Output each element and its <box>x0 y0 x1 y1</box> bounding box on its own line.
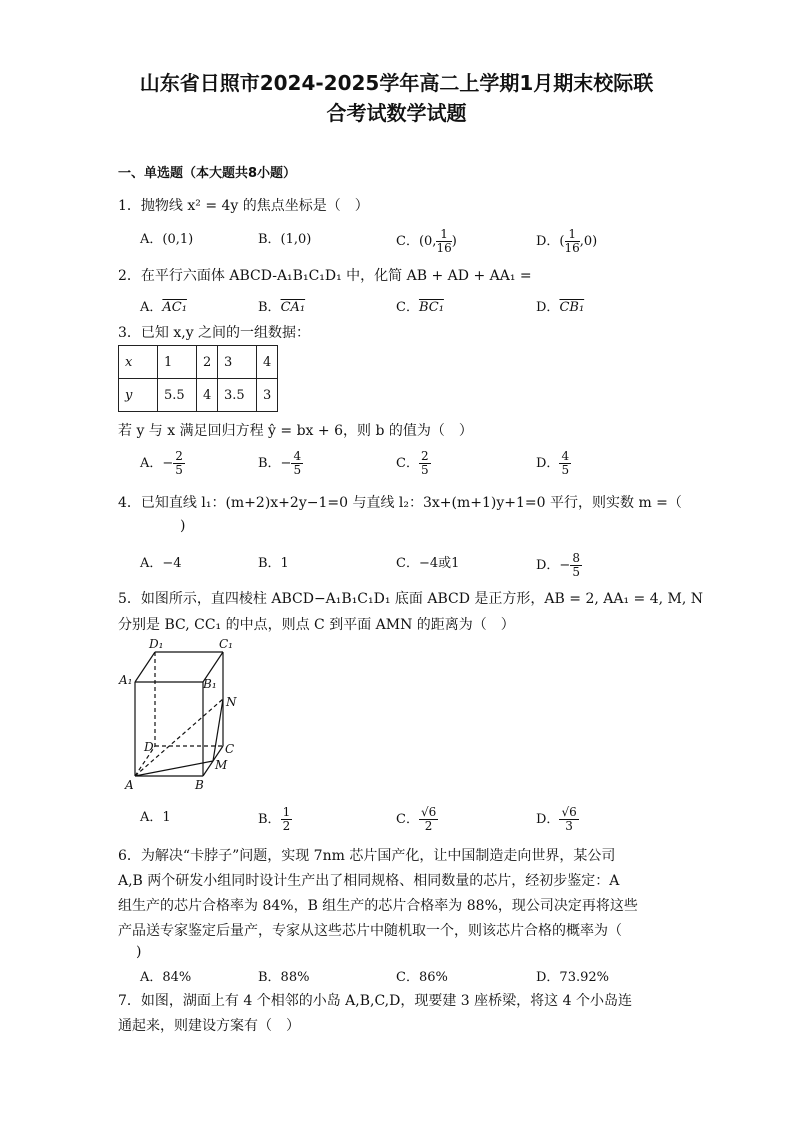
table-cell: 3 <box>218 346 257 379</box>
frac-den: 5 <box>572 565 580 579</box>
q2-option-c[interactable] <box>396 296 444 315</box>
table-cell: 3.5 <box>218 379 257 412</box>
frac-num: 4 <box>561 449 570 463</box>
edge-a1d1 <box>135 652 155 682</box>
q5-option-a[interactable]: A．1 <box>140 810 171 825</box>
frac-num: √6 <box>420 805 437 819</box>
q1-option-a[interactable]: A．(0,1) <box>140 232 194 247</box>
q2-option-a[interactable] <box>140 296 187 315</box>
q6-option-b[interactable]: B．88% <box>258 970 310 985</box>
label-b1: B₁ <box>203 677 217 691</box>
frac-num: 1 <box>436 228 451 242</box>
q4-option-b[interactable]: B．1 <box>258 556 289 571</box>
frac-num: 1 <box>565 228 580 242</box>
q4-options <box>140 551 700 579</box>
frac-num: 2 <box>175 449 183 463</box>
opt-label: A．− <box>140 456 174 471</box>
vector: CA₁ <box>280 300 306 315</box>
q5-prism-figure <box>115 636 255 796</box>
frac <box>281 806 293 833</box>
frac-den: 16 <box>564 241 580 255</box>
frac-num: √6 <box>561 805 577 819</box>
q6-option-d[interactable]: D．73.92% <box>536 970 609 985</box>
frac-den: 5 <box>561 463 570 477</box>
table-cell: 4 <box>257 346 278 379</box>
opt-label: D．− <box>536 558 571 573</box>
q1-option-d-pre: D．( <box>536 234 565 249</box>
frac-num: 4 <box>293 449 302 463</box>
opt-label: D． <box>536 456 560 471</box>
q1-option-d-frac <box>565 228 580 255</box>
q1-option-c-frac <box>436 228 451 255</box>
q5-options <box>140 805 700 833</box>
label-d: D <box>144 740 154 754</box>
q3-data-table <box>118 345 278 412</box>
q4-stem-cont: ) <box>180 518 186 534</box>
q6-line-1: 6．为解决“卡脖子”问题，实现 7nm 芯片国产化，让中国制造走向世界，某公司 <box>118 848 616 864</box>
q2-option-d[interactable] <box>536 296 584 315</box>
q4-option-c[interactable]: C．−4或1 <box>396 556 460 571</box>
frac-den: 2 <box>282 819 291 833</box>
q6-line-5: ) <box>136 944 142 960</box>
q5-option-d[interactable] <box>536 806 579 833</box>
q3-option-c[interactable] <box>396 450 431 477</box>
table-cell: 1 <box>158 346 197 379</box>
opt-label: D． <box>536 812 560 827</box>
label-c1: C₁ <box>219 637 233 651</box>
frac-den: 16 <box>436 241 452 255</box>
segment-an <box>135 699 223 776</box>
section-header: 一、单选题（本大题共8小题） <box>118 166 297 181</box>
frac <box>419 806 438 833</box>
frac-den: 2 <box>424 819 433 833</box>
q2-stem: 2．在平行六面体 ABCD-A₁B₁C₁D₁ 中，化简 AB + AD + AA₁ = <box>118 268 532 284</box>
q3-option-b[interactable] <box>258 450 303 477</box>
q3-options <box>140 449 700 477</box>
label-m: M <box>215 758 228 772</box>
label-a: A <box>125 778 134 792</box>
q4-option-a[interactable]: A．−4 <box>140 556 182 571</box>
table-cell: x <box>119 346 158 379</box>
table-row <box>119 379 278 412</box>
table-cell: y <box>119 379 158 412</box>
label-b: B <box>195 778 204 792</box>
table-cell: 5.5 <box>158 379 197 412</box>
title-line-1: 山东省日照市2024-2025学年高二上学期1月期末校际联 <box>139 71 654 95</box>
frac-num: 1 <box>282 805 291 819</box>
label-c: C <box>225 742 235 756</box>
q6-option-c[interactable]: C．86% <box>396 970 448 985</box>
frac-num: 8 <box>572 551 580 565</box>
q6-option-a[interactable]: A．84% <box>140 970 192 985</box>
title-line-2: 合考试数学试题 <box>326 101 467 125</box>
opt-label: C． <box>396 812 419 827</box>
frac-num: 2 <box>420 449 429 463</box>
q1-option-c-pre: C．(0, <box>396 234 437 249</box>
opt-label: B． <box>258 812 281 827</box>
q5-stem: 5．如图所示，直四棱柱 ABCD−A₁B₁C₁D₁ 底面 ABCD 是正方形，AB = 2, AA₁ = 4, M, N <box>118 591 704 607</box>
q5-option-b[interactable] <box>258 806 292 833</box>
segment-am <box>135 761 213 776</box>
q1-option-c-post: ) <box>451 234 457 249</box>
q4-stem: 4．已知直线 l₁：(m+2)x+2y−1=0 与直线 l₂：3x+(m+1)y+1=0 平行，则实数 m =（ <box>118 495 682 511</box>
q2-option-b[interactable] <box>258 296 305 315</box>
frac-den: 5 <box>293 463 302 477</box>
vector: BC₁ <box>418 300 444 315</box>
q1-stem: 1．抛物线 x² = 4y 的焦点坐标是（ ） <box>118 198 369 214</box>
label-a1: A₁ <box>119 673 133 687</box>
frac <box>559 450 571 477</box>
q3-option-d[interactable] <box>536 450 571 477</box>
q1-options <box>140 227 700 255</box>
opt-label: B． <box>258 300 281 315</box>
segment-mn <box>213 699 223 761</box>
frac <box>570 552 582 579</box>
q3-stem: 3．已知 x,y 之间的一组数据： <box>118 325 311 341</box>
q2-options <box>140 296 700 320</box>
frac <box>419 450 431 477</box>
opt-label: B．− <box>258 456 292 471</box>
frac <box>559 806 578 833</box>
table-cell: 2 <box>197 346 218 379</box>
frac-den: 3 <box>565 819 573 833</box>
document-title <box>0 68 793 128</box>
opt-label: C． <box>396 456 419 471</box>
q4-option-d[interactable] <box>536 552 582 579</box>
q5-option-c[interactable] <box>396 806 438 833</box>
frac <box>173 450 185 477</box>
table-cell: 3 <box>257 379 278 412</box>
vector: CB₁ <box>559 300 585 315</box>
q6-line-3: 组生产的芯片合格率为 84%，B 组生产的芯片合格率为 88%，现公司决定再将这些 <box>118 898 638 914</box>
frac-den: 5 <box>420 463 429 477</box>
table-row <box>119 346 278 379</box>
opt-label: D． <box>536 300 560 315</box>
q1-option-d-post: ,0) <box>579 234 598 249</box>
frac-den: 5 <box>175 463 183 477</box>
q3-stem-2: 若 y 与 x 满足回归方程 ŷ = bx + 6，则 b 的值为（ ） <box>118 423 473 439</box>
q7-line-2: 通起来，则建设方案有（ ） <box>118 1018 300 1034</box>
frac <box>291 450 303 477</box>
label-n: N <box>226 695 237 709</box>
q5-stem-2: 分别是 BC, CC₁ 的中点，则点 C 到平面 AMN 的距离为（ ） <box>118 617 515 633</box>
q3-option-a[interactable] <box>140 450 185 477</box>
opt-label: A． <box>140 300 163 315</box>
q1-option-c[interactable] <box>396 228 457 255</box>
vector: AC₁ <box>162 300 187 315</box>
q1-option-d[interactable] <box>536 228 597 255</box>
q6-options <box>140 966 700 990</box>
q1-option-b[interactable]: B．(1,0) <box>258 232 312 247</box>
table-cell: 4 <box>197 379 218 412</box>
q6-line-4: 产品送专家鉴定后量产，专家从这些芯片中随机取一个，则该芯片合格的概率为（ <box>118 923 622 939</box>
opt-label: C． <box>396 300 419 315</box>
q7-line-1: 7．如图，湖面上有 4 个相邻的小岛 A,B,C,D，现要建 3 座桥梁，将这 4 个小岛连 <box>118 993 632 1009</box>
label-d1: D₁ <box>149 637 164 651</box>
q6-line-2: A,B 两个研发小组同时设计生产出了相同规格、相同数量的芯片，经初步鉴定：A <box>118 873 620 889</box>
